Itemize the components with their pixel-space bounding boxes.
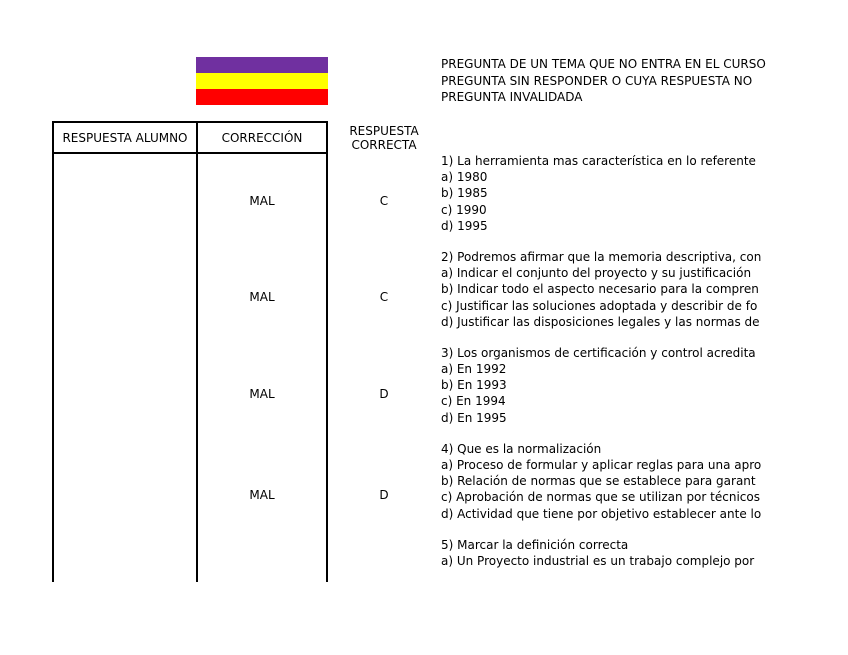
- question-text: 4) Que es la normalización: [441, 441, 602, 456]
- question-option: c) En 1994: [441, 394, 506, 409]
- question-option: d) Actividad que tiene por objetivo establecer ante lo: [441, 506, 762, 521]
- row-4-correccion: MAL: [249, 488, 275, 502]
- question-option: a) Indicar el conjunto del proyecto y su justificación: [441, 266, 752, 281]
- question-2: [441, 249, 779, 330]
- row-3-correccion: MAL: [249, 387, 275, 401]
- header-correccion: CORRECCIÓN: [221, 131, 303, 145]
- question-1: [441, 153, 779, 234]
- row-2-correccion: MAL: [249, 290, 275, 304]
- row-2-correcta: C: [379, 290, 389, 304]
- question-option: a) 1980: [441, 170, 488, 185]
- row-1-correcta: C: [379, 194, 389, 208]
- table-right-border: [326, 121, 328, 582]
- row-4-correcta: D: [379, 488, 389, 502]
- header-respuesta-alumno: RESPUESTA ALUMNO: [62, 131, 188, 145]
- question-option: b) 1985: [441, 186, 488, 201]
- question-text: 2) Podremos afirmar que la memoria descriptiva, con: [441, 249, 762, 264]
- question-option: c) Justificar las soluciones adoptada y describir de fo: [441, 298, 758, 313]
- legend-item-invalidated: PREGUNTA INVALIDADA: [441, 90, 583, 104]
- question-4: [441, 441, 779, 522]
- table-top-border: [52, 121, 328, 123]
- row-1-correccion: MAL: [249, 194, 275, 208]
- header-respuesta-correcta: [332, 124, 436, 152]
- header-respuesta-correcta-line1: RESPUESTA: [349, 124, 419, 138]
- question-text: 3) Los organismos de certificación y control acredita: [441, 345, 756, 360]
- question-option: a) Un Proyecto industrial es un trabajo complejo por: [441, 553, 755, 568]
- table-col-divider: [196, 121, 198, 582]
- row-3-correcta: D: [379, 387, 389, 401]
- question-text: 5) Marcar la definición correcta: [441, 537, 629, 552]
- header-respuesta-correcta-line2: CORRECTA: [351, 138, 417, 152]
- question-5: [441, 537, 779, 569]
- legend-item-not-in-course: PREGUNTA DE UN TEMA QUE NO ENTRA EN EL CURSO: [441, 57, 766, 71]
- question-option: c) 1990: [441, 202, 487, 217]
- legend-color-purple: [196, 57, 328, 73]
- legend-color-red: [196, 89, 328, 105]
- question-option: b) Indicar todo el aspecto necesario para la compren: [441, 282, 759, 297]
- question-option: b) En 1993: [441, 378, 507, 393]
- question-option: a) Proceso de formular y aplicar reglas para una apro: [441, 458, 762, 472]
- question-option: c) Aprobación de normas que se utilizan por técnicos: [441, 490, 760, 505]
- legend-item-unanswered: PREGUNTA SIN RESPONDER O CUYA RESPUESTA NO: [441, 74, 753, 88]
- question-option: d) En 1995: [441, 410, 507, 425]
- question-option: a) En 1992: [441, 362, 507, 377]
- question-option: b) Relación de normas que se establece para garant: [441, 474, 756, 489]
- question-3: [441, 345, 779, 426]
- question-option: d) Justificar las disposiciones legales y las normas de: [441, 314, 760, 329]
- table-header-border: [52, 152, 328, 154]
- table-left-border: [52, 121, 54, 582]
- question-text: 1) La herramienta mas característica en lo referente: [441, 154, 756, 168]
- questions-list: [441, 153, 779, 583]
- question-option: d) 1995: [441, 218, 488, 233]
- legend-color-yellow: [196, 73, 328, 89]
